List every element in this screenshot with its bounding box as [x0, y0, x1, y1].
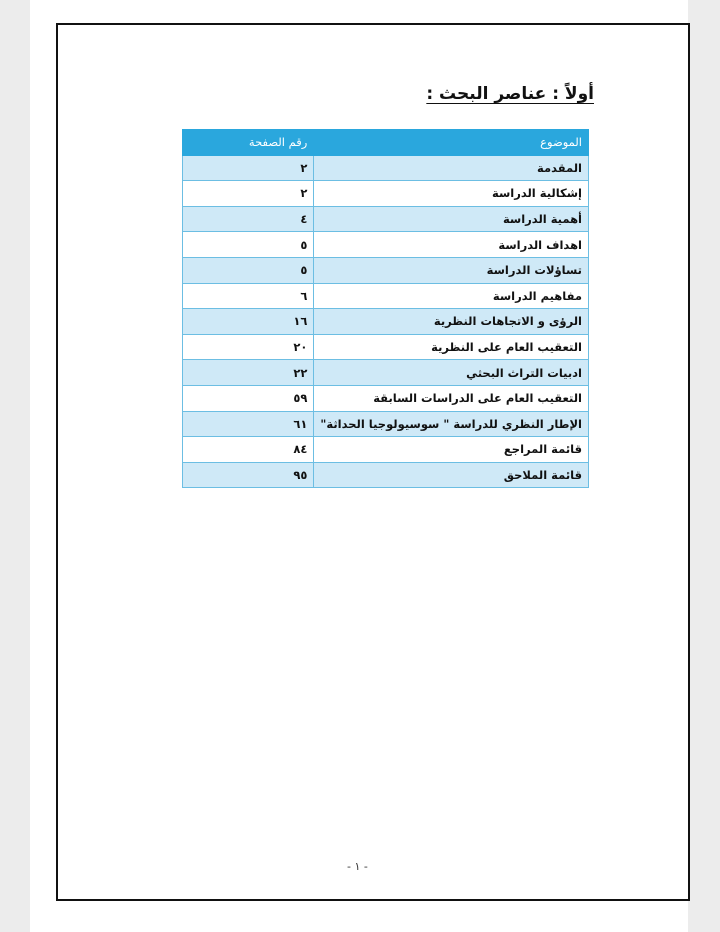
row-page: ٦	[183, 283, 314, 309]
row-topic: التعقيب العام على الدراسات السابقة	[314, 385, 589, 411]
row-topic: أهمية الدراسة	[314, 206, 589, 232]
row-page: ٥٩	[183, 385, 314, 411]
row-topic: المقدمة	[314, 155, 589, 181]
table-row	[183, 437, 589, 463]
row-topic: التعقيب العام على النظرية	[314, 334, 589, 360]
row-topic: قائمة الملاحق	[314, 462, 589, 488]
row-page: ٩٥	[183, 462, 314, 488]
row-page: ٢٠	[183, 334, 314, 360]
table-row	[183, 181, 589, 207]
row-topic: ادبيات التراث البحثي	[314, 360, 589, 386]
row-topic: تساؤلات الدراسة	[314, 257, 589, 283]
row-page: ٤	[183, 206, 314, 232]
row-topic: الرؤى و الاتجاهات النظرية	[314, 309, 589, 335]
row-topic: قائمة المراجع	[314, 437, 589, 463]
table-row	[183, 257, 589, 283]
row-topic: مفاهيم الدراسة	[314, 283, 589, 309]
table-row	[183, 334, 589, 360]
row-page: ٢٢	[183, 360, 314, 386]
table-row	[183, 385, 589, 411]
table-row	[183, 155, 589, 181]
table-row	[183, 360, 589, 386]
row-page: ٨٤	[183, 437, 314, 463]
header-page-number: رقم الصفحة	[183, 130, 314, 156]
page-number: - ١ -	[347, 860, 368, 873]
row-topic: اهداف الدراسة	[314, 232, 589, 258]
table-of-contents	[182, 129, 589, 488]
table-row	[183, 232, 589, 258]
section-title: أولاً : عناصر البحث :	[426, 84, 594, 104]
row-page: ٢	[183, 155, 314, 181]
table-header-row	[183, 130, 589, 156]
table-row	[183, 462, 589, 488]
row-page: ٢	[183, 181, 314, 207]
table-row	[183, 206, 589, 232]
row-page: ٥	[183, 232, 314, 258]
row-page: ١٦	[183, 309, 314, 335]
row-topic: إشكالية الدراسة	[314, 181, 589, 207]
row-page: ٥	[183, 257, 314, 283]
table-row	[183, 283, 589, 309]
table-row	[183, 309, 589, 335]
table-row	[183, 411, 589, 437]
row-page: ٦١	[183, 411, 314, 437]
header-topic: الموضوع	[314, 130, 589, 156]
row-topic: الإطار النظري للدراسة " سوسيولوجيا الحداثة"	[314, 411, 589, 437]
